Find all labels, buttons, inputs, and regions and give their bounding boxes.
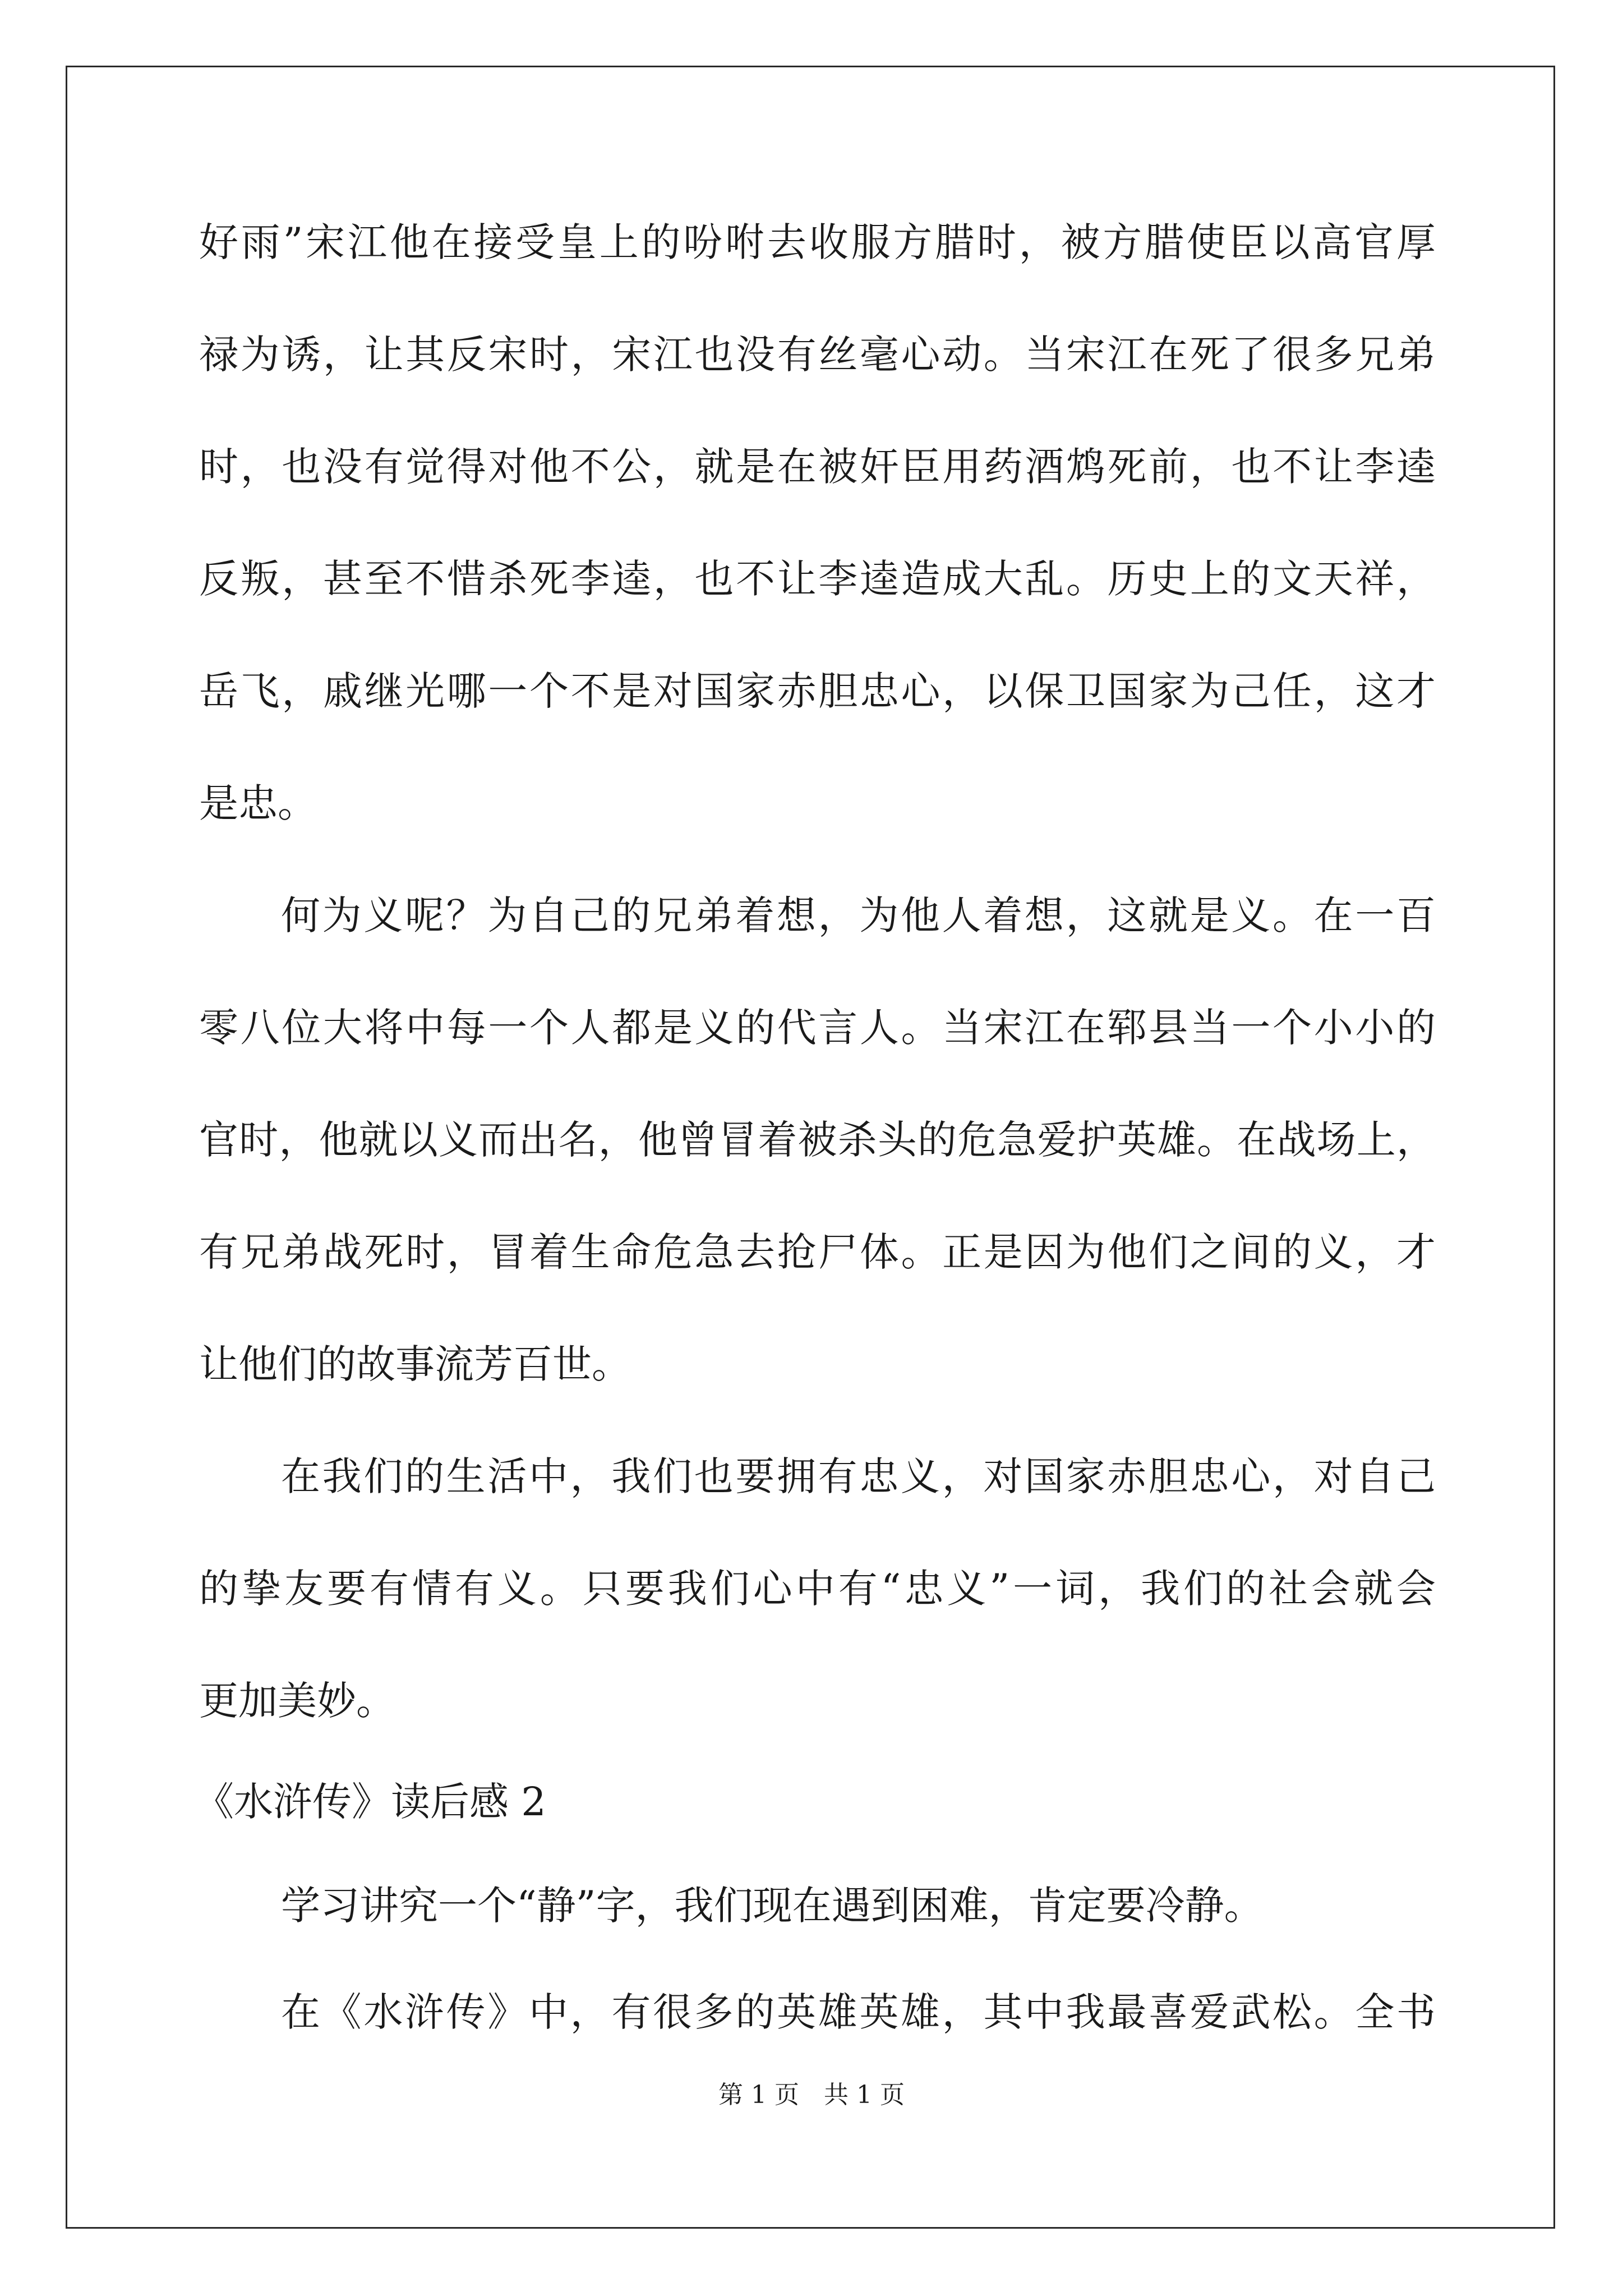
paragraph-line: 让他们的故事流芳百世。 (199, 1341, 631, 1387)
paragraph-line: 岳飞，戚继光哪一个不是对国家赤胆忠心，以保卫国家为己任，这才 (199, 668, 1436, 714)
paragraph-line: 何为义呢？为自己的兄弟着想，为他人着想，这就是义。在一百 (281, 892, 1436, 938)
page-number: 第 1 页 共 1 页 (718, 2081, 905, 2109)
paragraph-line: 在《水浒传》中，有很多的英雄英雄，其中我最喜爱武松。全书 (281, 1989, 1436, 2035)
page-footer (0, 2078, 1623, 2112)
paragraph-line: 反叛，甚至不惜杀死李逵，也不让李逵造成大乱。历史上的文天祥， (199, 556, 1436, 602)
paragraph-line: 更加美妙。 (199, 1678, 395, 1724)
section-heading: 《水浒传》读后感 2 (195, 1779, 546, 1825)
paragraph-line: 是忠。 (199, 780, 317, 826)
paragraph-line: 禄为诱，让其反宋时，宋江也没有丝毫心动。当宋江在死了很多兄弟 (199, 332, 1436, 378)
paragraph-line: 的挚友要有情有义。只要我们心中有“忠义”一词，我们的社会就会 (199, 1566, 1436, 1612)
paragraph-line: 官时，他就以义而出名，他曾冒着被杀头的危急爱护英雄。在战场上， (199, 1117, 1436, 1163)
paragraph-line: 有兄弟战死时，冒着生命危急去抢尸体。正是因为他们之间的义，才 (199, 1229, 1436, 1275)
paragraph-line: 时，也没有觉得对他不公，就是在被奸臣用药酒鸩死前，也不让李逵 (199, 444, 1436, 490)
paragraph-line: 零八位大将中每一个人都是义的代言人。当宋江在郓县当一个小小的 (199, 1005, 1436, 1051)
paragraph-line: 在我们的生活中，我们也要拥有忠义，对国家赤胆忠心，对自己 (281, 1453, 1436, 1499)
paragraph-line: 好雨”宋江他在接受皇上的吩咐去收服方腊时，被方腊使臣以高官厚 (199, 219, 1436, 265)
paragraph-line: 学习讲究一个“静”字，我们现在遇到困难，肯定要冷静。 (281, 1883, 1264, 1929)
